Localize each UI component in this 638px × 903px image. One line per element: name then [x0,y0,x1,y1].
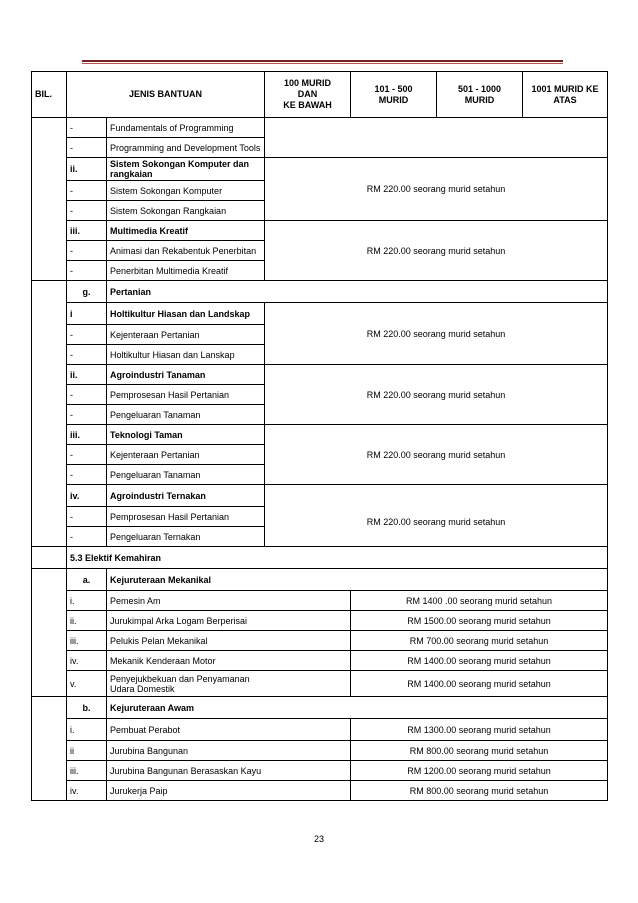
table-row [32,671,608,697]
table-row [32,158,608,181]
row-label: Penyejukbekuan dan Penyamanan Udara Domestik [107,671,351,697]
row-mark: - [67,527,107,547]
row-mark: ii [67,741,107,761]
row-mark: iv. [67,781,107,801]
table-row [32,365,608,385]
section-row [32,281,608,303]
section-row [32,697,608,719]
bil-cell [32,281,67,547]
section-title: Kejuruteraan Awam [107,697,608,719]
row-mark: iv. [67,651,107,671]
row-mark: i. [67,591,107,611]
section-title: Pertanian [107,281,608,303]
rate-empty [265,118,608,158]
row-mark: - [67,181,107,201]
rate-cell: RM 1400.00 seorang murid setahun [351,651,608,671]
col-jenis: JENIS BANTUAN [67,72,265,118]
table-row [32,425,608,445]
row-mark: iii. [67,761,107,781]
col-1001-atas: 1001 MURID KE ATAS [523,72,608,118]
row-label: Pemprosesan Hasil Pertanian [107,385,265,405]
row-mark: iii. [67,631,107,651]
col-bil: BIL. [32,72,67,118]
rate-cell: RM 220.00 seorang murid setahun [265,158,608,221]
row-label: Kejenteraan Pertanian [107,445,265,465]
bil-cell [32,697,67,801]
col-100-murid: 100 MURID DAN KE BAWAH [265,72,351,118]
row-label: Programming and Development Tools [107,138,265,158]
row-label: Sistem Sokongan Rangkaian [107,201,265,221]
row-label: Pengeluaran Tanaman [107,465,265,485]
row-mark: - [67,241,107,261]
row-label: Pemprosesan Hasil Pertanian [107,507,265,527]
rate-cell: RM 1500.00 seorang murid setahun [351,611,608,631]
row-label: Jurukimpal Arka Logam Berperisai [107,611,351,631]
row-label: Teknologi Taman [107,425,265,445]
header-rule-thin [82,63,563,64]
table-row [32,611,608,631]
row-label: Jurubina Bangunan Berasaskan Kayu [107,761,351,781]
page-number: 23 [313,834,324,844]
table-row [32,221,608,241]
bil-cell [32,569,67,697]
table-row [32,303,608,325]
row-label: Kejenteraan Pertanian [107,325,265,345]
rate-cell: RM 800.00 seorang murid setahun [351,781,608,801]
row-label: Agroindustri Ternakan [107,485,265,507]
row-mark: iv. [67,485,107,507]
table-row [32,781,608,801]
row-mark: - [67,385,107,405]
row-mark: - [67,465,107,485]
row-label: Sistem Sokongan Komputer [107,181,265,201]
rate-cell: RM 800.00 seorang murid setahun [351,741,608,761]
row-label: Pembuat Perabot [107,719,351,741]
table-row [32,741,608,761]
row-mark: iii. [67,425,107,445]
row-label: Holtikultur Hiasan dan Landskap [107,303,265,325]
header-rule [82,60,563,62]
rate-cell: RM 220.00 seorang murid setahun [265,303,608,365]
section-title: 5.3 Elektif Kemahiran [67,547,608,569]
row-mark: ii. [67,365,107,385]
row-label: Holtikultur Hiasan dan Lanskap [107,345,265,365]
section-title: Kejuruteraan Mekanikal [107,569,608,591]
table-header-row [32,72,608,118]
table-row [32,719,608,741]
section-mark: g. [67,281,107,303]
row-mark: - [67,325,107,345]
table-row [32,591,608,611]
row-label: Pelukis Pelan Mekanikal [107,631,351,651]
rate-cell: RM 220.00 seorang murid setahun [265,425,608,485]
table-row [32,761,608,781]
rate-cell: RM 1300.00 seorang murid setahun [351,719,608,741]
row-label: Jurukerja Paip [107,781,351,801]
rate-cell: RM 220.00 seorang murid setahun [265,221,608,281]
section-mark: b. [67,697,107,719]
section-row [32,569,608,591]
row-mark: - [67,138,107,158]
row-label: Sistem Sokongan Komputer dan rangkaian [107,158,265,181]
table-row [32,631,608,651]
row-mark: v. [67,671,107,697]
row-label: Pengeluaran Ternakan [107,527,265,547]
row-label: Pemesin Am [107,591,351,611]
row-mark: - [67,405,107,425]
row-mark: - [67,345,107,365]
rate-cell: RM 1400 .00 seorang murid setahun [351,591,608,611]
row-label: Animasi dan Rekabentuk Penerbitan [107,241,265,261]
row-label: Pengeluaran Tanaman [107,405,265,425]
row-mark: - [67,445,107,465]
section-mark: a. [67,569,107,591]
row-mark: iii. [67,221,107,241]
row-label: Jurubina Bangunan [107,741,351,761]
col-101-500: 101 - 500 MURID [351,72,437,118]
row-mark: - [67,201,107,221]
bil-cell [32,547,67,569]
row-label: Multimedia Kreatif [107,221,265,241]
section-row [32,547,608,569]
row-mark: i [67,303,107,325]
row-mark: ii. [67,611,107,631]
rate-cell: RM 1200.00 seorang murid setahun [351,761,608,781]
bantuan-table [31,71,608,801]
rate-cell: RM 700.00 seorang murid setahun [351,631,608,651]
bil-cell [32,118,67,281]
table-row [32,651,608,671]
row-label: Fundamentals of Programming [107,118,265,138]
rate-cell: RM 220.00 seorang murid setahun [265,365,608,425]
row-mark: - [67,118,107,138]
row-label: Penerbitan Multimedia Kreatif [107,261,265,281]
row-mark: - [67,261,107,281]
rate-cell: RM 220.00 seorang murid setahun [265,485,608,547]
row-mark: - [67,507,107,527]
row-label: Agroindustri Tanaman [107,365,265,385]
row-label: Mekanik Kenderaan Motor [107,651,351,671]
table-row [32,118,608,138]
col-501-1000: 501 - 1000 MURID [437,72,523,118]
table-row [32,485,608,507]
row-mark: ii. [67,158,107,181]
row-mark: i. [67,719,107,741]
rate-cell: RM 1400.00 seorang murid setahun [351,671,608,697]
